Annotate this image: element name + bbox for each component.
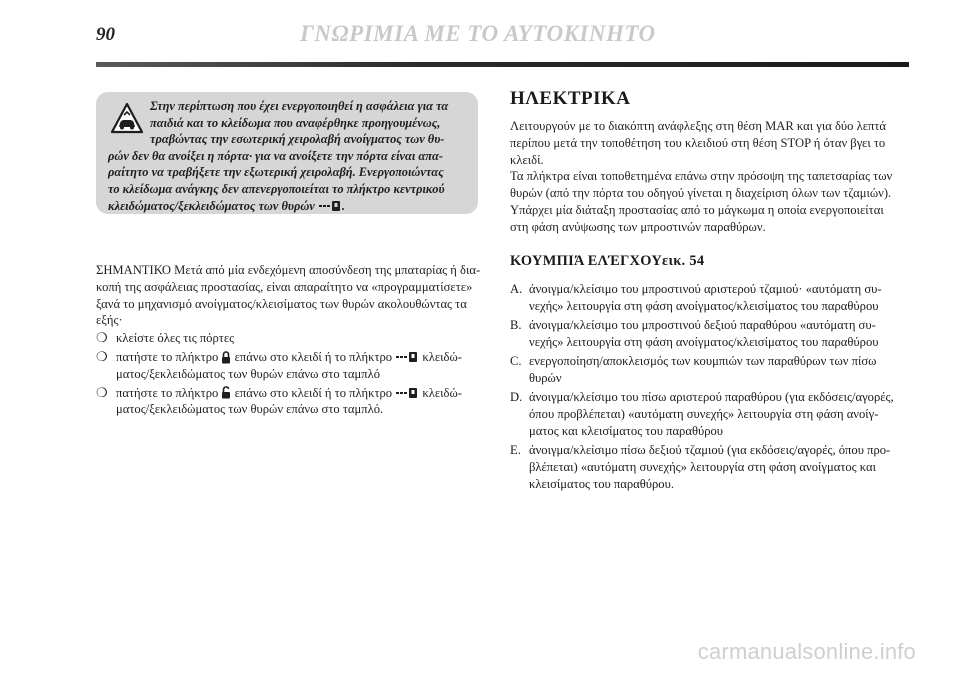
right-column xyxy=(510,118,910,236)
item-line: ενεργοποίηση/αποκλεισμός των κουμπιών των παραθύρων των πίσω xyxy=(529,354,877,369)
list-item xyxy=(510,389,910,439)
bullet-circle-icon: ❍ xyxy=(96,348,108,364)
item-marker: E. xyxy=(510,443,521,458)
controls-list xyxy=(510,281,910,495)
item-line: νεχής» λειτουργία στη φάση ανοίγματος/κλεισίματος του παραθύρου xyxy=(529,334,879,349)
item-line: άνοιγμα/κλείσιμο του μπροστινού αριστερού τζαμιού· «αυτόματη συ- xyxy=(529,282,882,296)
item-marker: C. xyxy=(510,354,522,369)
list-item xyxy=(96,330,478,347)
paragraph-line: στη φάση ανύψωσης των μπροστινών παραθύρων. xyxy=(510,219,766,234)
list-item xyxy=(96,385,478,419)
list-item xyxy=(96,349,478,383)
paragraph-line: κλειδί. xyxy=(510,152,544,167)
intro-line: ΣΗΜΑΝΤΙΚΟ Μετά από μία ενδεχόμενη αποσύνδεση της μπαταρίας ή δια- xyxy=(96,263,481,277)
bullet-line: ματος/ξεκλειδώματος των θυρών επάνω στο ταμπλό xyxy=(116,366,381,381)
warning-end-punct: . xyxy=(341,198,345,213)
left-column xyxy=(96,262,481,418)
warning-line: κλειδώματος/ξεκλειδώματος των θυρών xyxy=(108,198,315,213)
bullet-line xyxy=(116,349,478,366)
bullet-text: κλείστε όλες τις πόρτες xyxy=(116,331,235,346)
warning-line: ραίτητο να τραβήξετε την εξωτερική χειρολαβή. Ενεργοποιώντας xyxy=(108,165,444,180)
bullet-line: ματος/ξεκλειδώματος των θυρών επάνω στο ταμπλό. xyxy=(116,402,384,417)
list-item xyxy=(510,281,910,315)
warning-box xyxy=(96,92,478,214)
warning-line: Στην περίπτωση που έχει ενεργοποιηθεί η ασφάλεια για τα xyxy=(150,99,449,113)
warning-line: ρών δεν θα ανοίξει η πόρτα· για να ανοίξετε την πόρτα είναι απα- xyxy=(108,148,444,163)
item-line: όπου προβλέπεται) «αυτόματη συνεχής» λειτουργία στη φάση ανοίγ- xyxy=(529,407,879,422)
door-lock-key-icon xyxy=(318,200,342,212)
bullet-text: κλειδώ- xyxy=(422,385,462,400)
list-item xyxy=(510,442,910,492)
warning-line: το κλείδωμα ανάγκης δεν απενεργοποιείται το πλήκτρο κεντρικού xyxy=(108,181,445,196)
bullet-line xyxy=(116,385,478,402)
running-head: ΓΝΩΡΙΜΙΑ ΜΕ ΤΟ ΑΥΤΟΚΙΝΗΤΟ xyxy=(300,21,656,46)
paragraph-line: περίπου μετά την τοποθέτηση του κλειδιού στη θέση STOP ή όταν βγει το xyxy=(510,135,886,150)
paragraph-line: Τα πλήκτρα είναι τοποθετημένα επάνω στην πρόσοψη της ταπετσαρίας των xyxy=(510,169,893,184)
warning-line: παιδιά και το κλείδωμα που αναφέρθηκε προηγουμένως, xyxy=(150,115,441,130)
intro-line: εξής· xyxy=(96,313,123,328)
item-marker: B. xyxy=(510,318,522,333)
item-marker: A. xyxy=(510,282,523,296)
bullet-text: επάνω στο κλειδί ή το πλήκτρο xyxy=(234,349,393,364)
list-item xyxy=(510,353,910,387)
door-lock-key-icon xyxy=(395,387,419,399)
item-line: άνοιγμα/κλείσιμο του μπροστινού δεξιού παραθύρου «αυτόματη συ- xyxy=(529,318,876,333)
item-marker: D. xyxy=(510,390,523,405)
bullet-text: επάνω στο κλειδί ή το πλήκτρο xyxy=(234,385,393,400)
item-line: βλέπεται) «αυτόματη συνεχής» λειτουργία στη φάση ανοίγματος και xyxy=(529,459,877,474)
warning-text xyxy=(108,98,468,214)
item-line: νεχής» λειτουργία στη φάση ανοίγματος/κλεισίματος του παραθύρου xyxy=(529,298,879,313)
bullet-circle-icon: ❍ xyxy=(96,384,108,400)
lock-icon xyxy=(221,351,231,364)
subsection-title: ΚΟΥΜΠΙΆ ΕΛΈΓΧΟΥεικ. 54 xyxy=(510,253,705,269)
intro-line: ξανά το μηχανισμό ανοίγματος/κλεισίματος των θυρών ακολουθώντας τα xyxy=(96,296,467,311)
warning-line-last xyxy=(108,198,468,215)
watermark: carmanualsonline.info xyxy=(697,639,916,664)
bullet-text: πατήστε το πλήκτρο xyxy=(116,349,219,364)
item-line: ματος και κλεισίματος του παραθύρου xyxy=(529,423,724,438)
header-rule xyxy=(96,62,909,67)
lock-icon xyxy=(221,386,231,399)
paragraph-line: θυρών (από την πόρτα του οδηγού γίνεται η διαχείριση όλων των τζαμιών). xyxy=(510,186,892,201)
page-number: 90 xyxy=(96,24,115,45)
bullet-text: πατήστε το πλήκτρο xyxy=(116,385,219,400)
list-item xyxy=(510,317,910,351)
bullet-text: κλειδώ- xyxy=(422,349,462,364)
item-line: άνοιγμα/κλείσιμο του πίσω αριστερού παραθύρου (για εκδόσεις/αγορές, xyxy=(529,390,894,405)
item-line: κλεισίματος του παραθύρου. xyxy=(529,476,674,491)
item-line: θυρών xyxy=(529,370,562,385)
item-line: άνοιγμα/κλείσιμο πίσω δεξιού τζαμιού (για εκδόσεις/αγορές, όπου προ- xyxy=(529,443,891,458)
bullet-circle-icon: ❍ xyxy=(96,330,108,346)
section-title: ΗΛΕΚΤΡΙΚΑ xyxy=(510,88,631,109)
paragraph-line: Υπάρχει μία διάταξη προστασίας από το μάγκωμα η οποία ενεργοποιείται xyxy=(510,202,884,217)
intro-line: κοπή της ασφάλειας προστασίας, είναι απαραίτητο να «προγραμματίσετε» xyxy=(96,279,473,294)
paragraph-line: Λειτουργούν με το διακόπτη ανάφλεξης στη θέση MAR και για δύο λεπτά xyxy=(510,119,887,133)
door-lock-key-icon xyxy=(395,351,419,363)
warning-line: τραβώντας την εσωτερική χειρολαβή ανοίγματος των θυ- xyxy=(150,132,445,147)
